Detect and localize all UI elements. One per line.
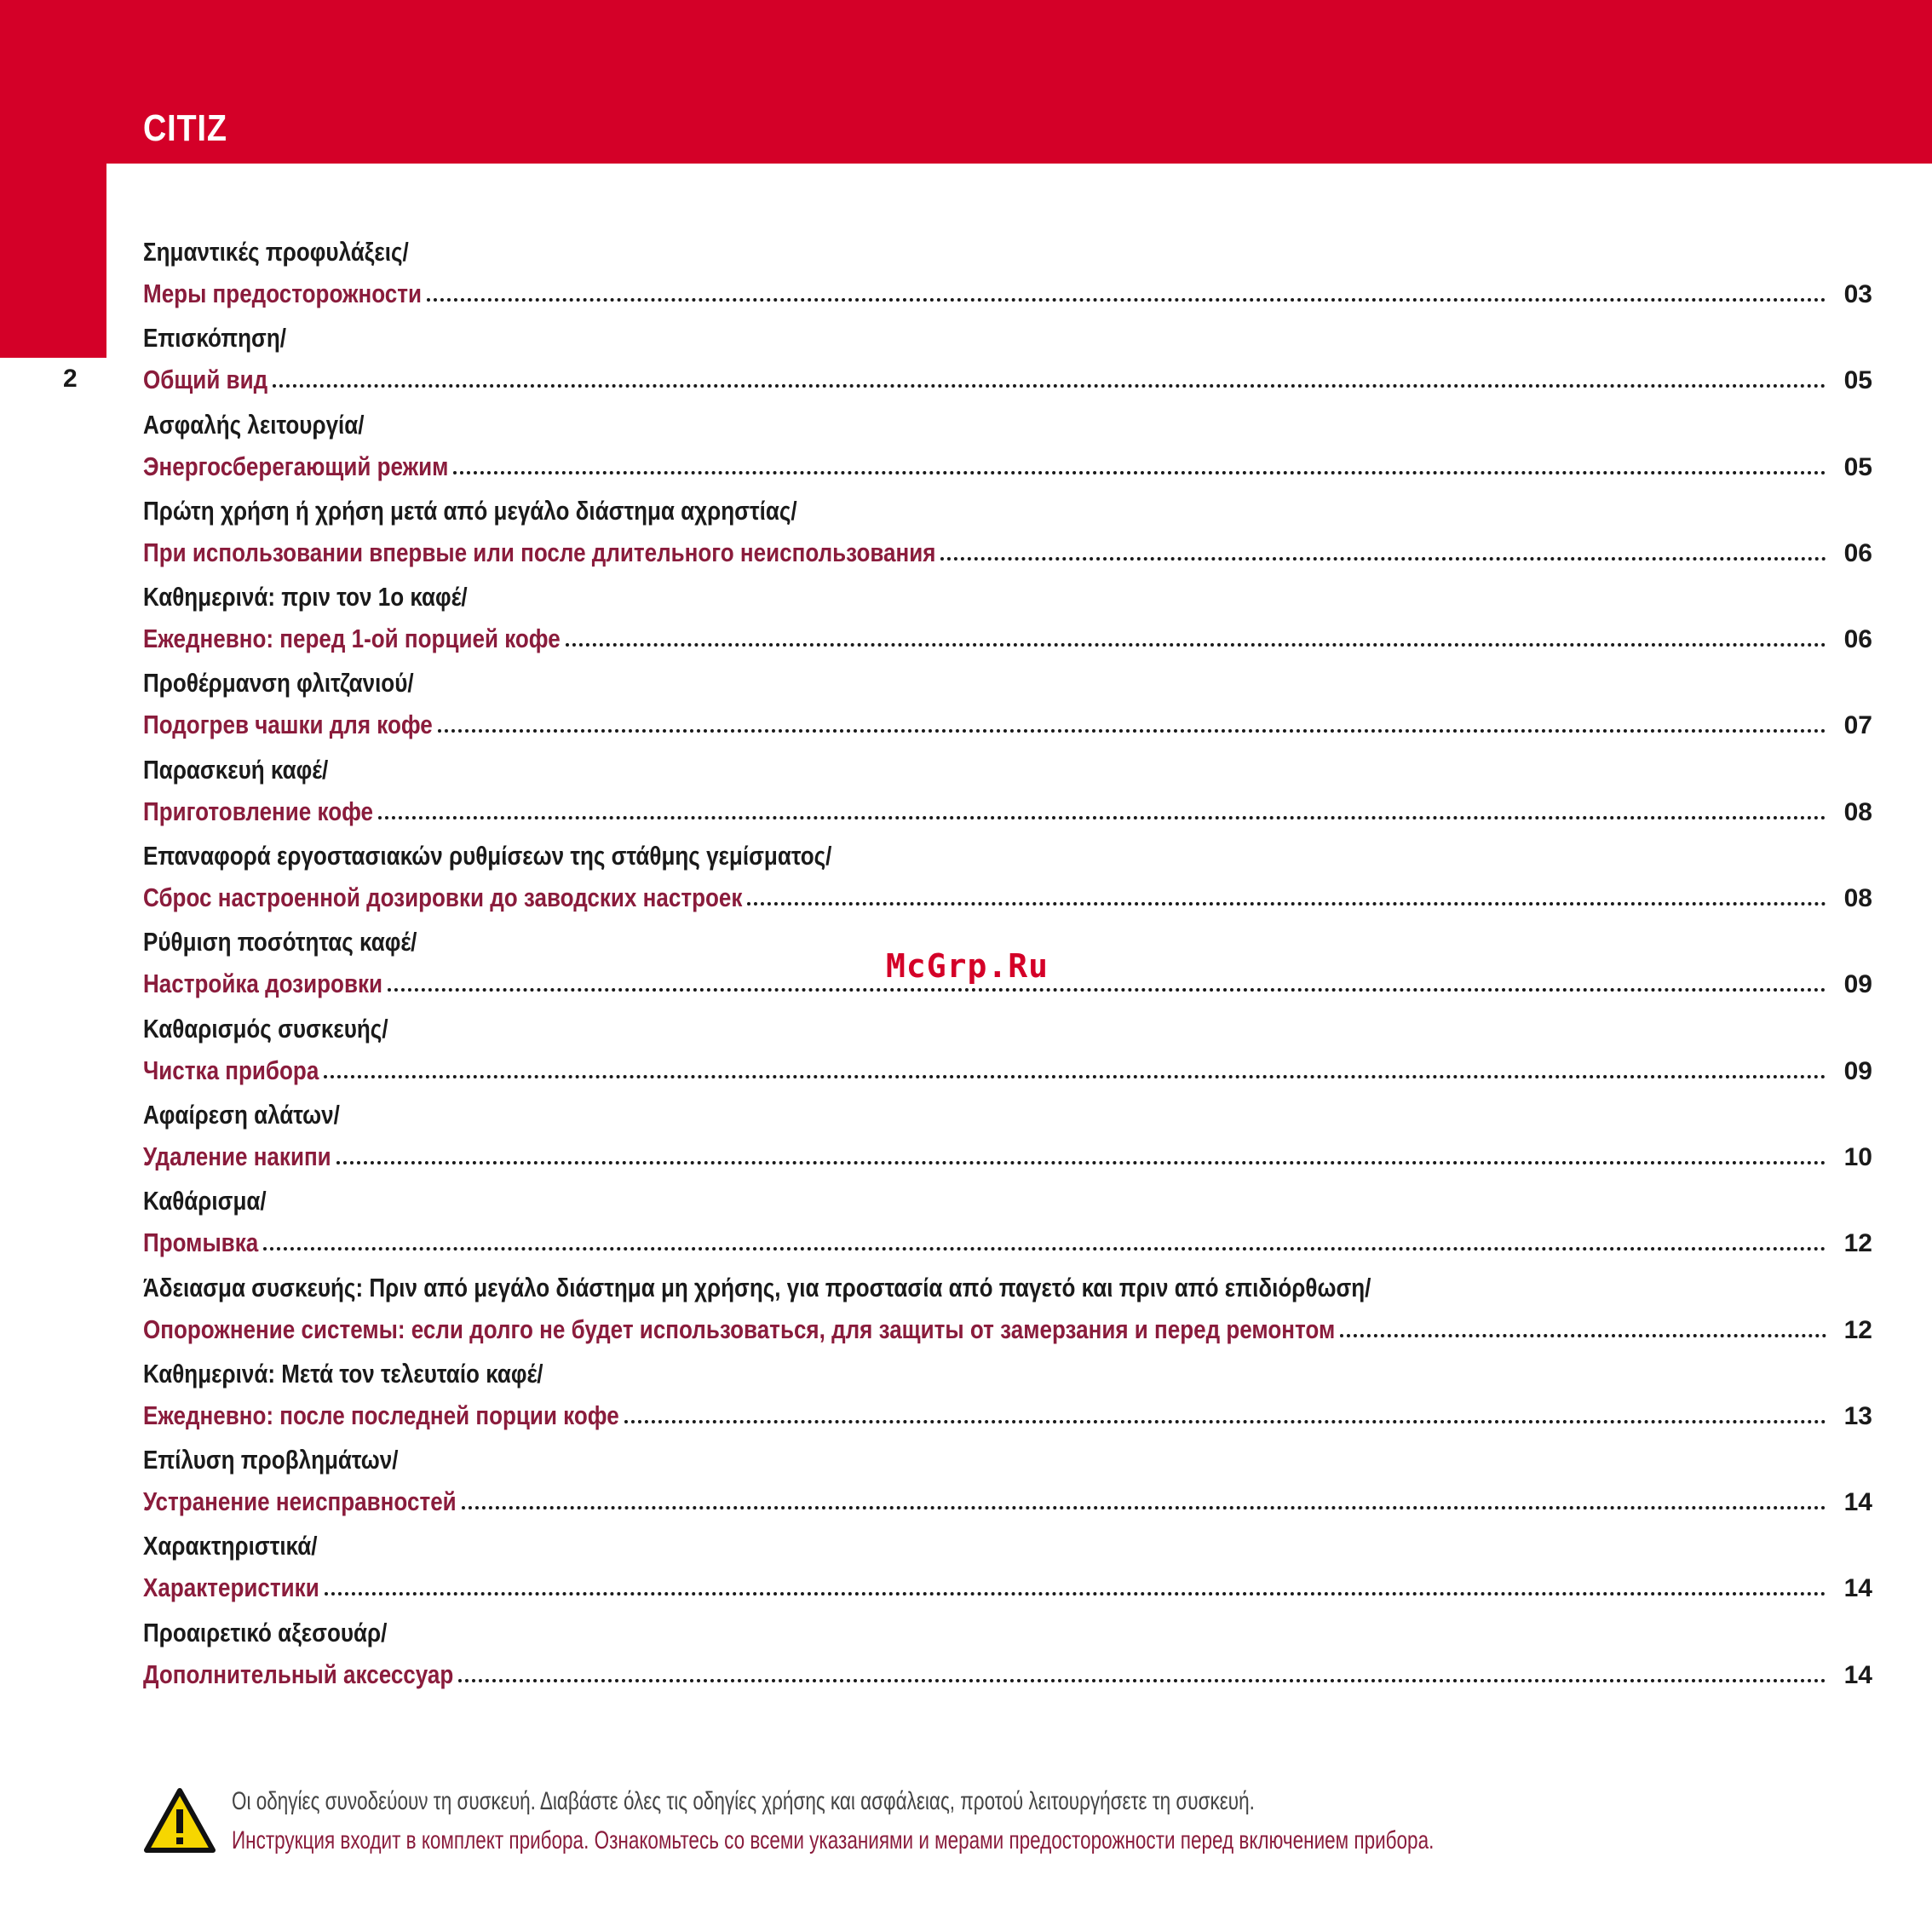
toc-title-russian: При использовании впервые или после длительного неиспользования xyxy=(143,537,936,567)
toc-title-russian: Устранение неисправностей xyxy=(143,1486,457,1517)
toc-page-number: 03 xyxy=(1843,280,1872,308)
toc-page-number: 05 xyxy=(1843,452,1872,481)
side-tab xyxy=(0,164,106,358)
toc-title-greek: Ασφαλής λειτουργία/ xyxy=(143,409,365,440)
dot-leader xyxy=(566,643,1826,647)
toc-page-number: 12 xyxy=(1843,1315,1872,1344)
toc-title-russian: Настройка дозировки xyxy=(143,969,383,999)
dot-leader xyxy=(263,1247,1826,1251)
toc-page-number: 09 xyxy=(1843,1056,1872,1085)
dot-leader xyxy=(427,298,1826,302)
toc-entry-energy-saving[interactable] xyxy=(143,410,1872,496)
toc-title-russian: Чистка прибора xyxy=(143,1055,319,1085)
toc-entry-descaling[interactable] xyxy=(143,1100,1872,1186)
toc-title-greek: Καθημερινά: πριν τον 1ο καφέ/ xyxy=(143,582,468,612)
toc-title-russian: Сброс настроенной дозировки до заводских настроек xyxy=(143,883,743,913)
dot-leader xyxy=(325,1592,1826,1596)
toc-page-number: 14 xyxy=(1843,1488,1872,1517)
dot-leader xyxy=(747,902,1826,906)
toc-page-number: 06 xyxy=(1843,625,1872,654)
warning-note xyxy=(143,1777,1762,1871)
toc-title-russian: Энергосберегающий режим xyxy=(143,451,449,481)
dot-leader xyxy=(453,471,1826,474)
toc-title-russian: Ежедневно: перед 1-ой порцией кофе xyxy=(143,624,561,654)
toc-entry-first-use[interactable] xyxy=(143,496,1872,582)
toc-page-number: 13 xyxy=(1843,1401,1872,1430)
toc-title-russian: Характеристики xyxy=(143,1573,319,1603)
warning-text-greek: Οι οδηγίες συνοδεύουν τη συσκευή. Διαβάστε όλες τις οδηγίες χρήσης και ασφάλειας, προτού λειτουργήσετε τη συσκευή. xyxy=(232,1787,1255,1815)
toc-title-russian: Промывка xyxy=(143,1228,259,1258)
toc-title-greek: Προαιρετικό αξεσουάρ/ xyxy=(143,1617,388,1647)
dot-leader xyxy=(438,729,1826,733)
dot-leader xyxy=(624,1420,1826,1423)
toc-title-greek: Επαναφορά εργοστασιακών ρυθμίσεων της στάθμης γεμίσματος/ xyxy=(143,841,832,871)
toc-title-russian: Общий вид xyxy=(143,365,268,395)
toc-title-greek: Επίλυση προβλημάτων/ xyxy=(143,1445,399,1475)
toc-title-greek: Προθέρμανση φλιτζανιού/ xyxy=(143,668,414,699)
toc-page-number: 09 xyxy=(1843,970,1872,999)
toc-title-russian: Дополнительный аксессуар xyxy=(143,1659,454,1689)
dot-leader xyxy=(940,557,1826,561)
toc-entry-precautions[interactable] xyxy=(143,237,1872,323)
dot-leader xyxy=(388,988,1826,992)
toc-title-greek: Καθημερινά: Μετά τον τελευταίο καφέ/ xyxy=(143,1358,543,1389)
toc-entry-daily-before[interactable] xyxy=(143,582,1872,668)
header-band xyxy=(0,0,1932,164)
page-number: 2 xyxy=(63,365,78,393)
dot-leader xyxy=(273,384,1826,388)
toc-page-number: 10 xyxy=(1843,1142,1872,1171)
toc-title-russian: Приготовление кофе xyxy=(143,796,374,826)
toc-title-greek: Σημαντικές προφυλάξεις/ xyxy=(143,237,409,267)
toc-page-number: 05 xyxy=(1843,366,1872,395)
toc-page-number: 07 xyxy=(1843,711,1872,740)
toc-title-russian: Меры предосторожности xyxy=(143,279,423,308)
toc-page-number: 14 xyxy=(1843,1660,1872,1689)
toc-entry-rinsing[interactable] xyxy=(143,1186,1872,1272)
dot-leader xyxy=(324,1075,1826,1078)
toc-title-russian: Удаление накипи xyxy=(143,1141,331,1171)
toc-title-russian: Подогрев чашки для кофе xyxy=(143,710,433,740)
toc-entry-cup-preheat[interactable] xyxy=(143,668,1872,754)
toc-entry-accessory[interactable] xyxy=(143,1618,1872,1704)
toc-page-number: 06 xyxy=(1843,538,1872,567)
toc-entry-daily-after[interactable] xyxy=(143,1359,1872,1445)
dot-leader xyxy=(378,816,1826,819)
toc-entry-cleaning[interactable] xyxy=(143,1014,1872,1100)
toc-title-greek: Χαρακτηριστικά/ xyxy=(143,1531,318,1561)
toc-entry-emptying[interactable] xyxy=(143,1273,1872,1359)
toc-entry-factory-reset[interactable] xyxy=(143,841,1872,927)
toc-entry-troubleshooting[interactable] xyxy=(143,1445,1872,1531)
warning-triangle-icon xyxy=(143,1787,216,1854)
toc-title-greek: Καθαρισμός συσκευής/ xyxy=(143,1013,388,1044)
toc-title-greek: Παρασκευή καφέ/ xyxy=(143,754,329,785)
toc-entry-coffee-prep[interactable] xyxy=(143,755,1872,841)
toc-entry-overview[interactable] xyxy=(143,323,1872,409)
toc-title-greek: Ρύθμιση ποσότητας καφέ/ xyxy=(143,927,417,957)
toc-entry-specifications[interactable] xyxy=(143,1531,1872,1617)
toc-title-russian: Опорожнение системы: если долго не будет использоваться, для защиты от замерзания и перед ремонтом xyxy=(143,1314,1336,1344)
toc-page-number: 08 xyxy=(1843,797,1872,826)
brand-title: CITIZ xyxy=(143,107,227,149)
dot-leader xyxy=(1340,1334,1826,1337)
dot-leader xyxy=(458,1679,1826,1682)
toc-title-greek: Αφαίρεση αλάτων/ xyxy=(143,1099,340,1130)
toc-title-greek: Καθάρισμα/ xyxy=(143,1186,267,1216)
watermark: McGrp.Ru xyxy=(886,947,1049,985)
toc-title-russian: Ежедневно: после последней порции кофе xyxy=(143,1400,619,1430)
toc-title-greek: Πρώτη χρήση ή χρήση μετά από μεγάλο διάστημα αχρηστίας/ xyxy=(143,495,797,526)
toc-title-greek: Επισκόπηση/ xyxy=(143,323,286,354)
toc-page-number: 08 xyxy=(1843,884,1872,913)
warning-text-russian: Инструкция входит в комплект прибора. Ознакомьтесь со всеми указаниями и мерами предосторожности перед включением прибора. xyxy=(232,1826,1435,1854)
toc-page-number: 12 xyxy=(1843,1229,1872,1258)
toc-page-number: 14 xyxy=(1843,1574,1872,1603)
dot-leader xyxy=(336,1161,1826,1164)
toc-title-greek: Άδειασμα συσκευής: Πριν από μεγάλο διάστημα μη χρήσης, για προστασία από παγετό και πριν από επιδιόρθωση/ xyxy=(143,1272,1371,1302)
dot-leader xyxy=(462,1506,1826,1509)
